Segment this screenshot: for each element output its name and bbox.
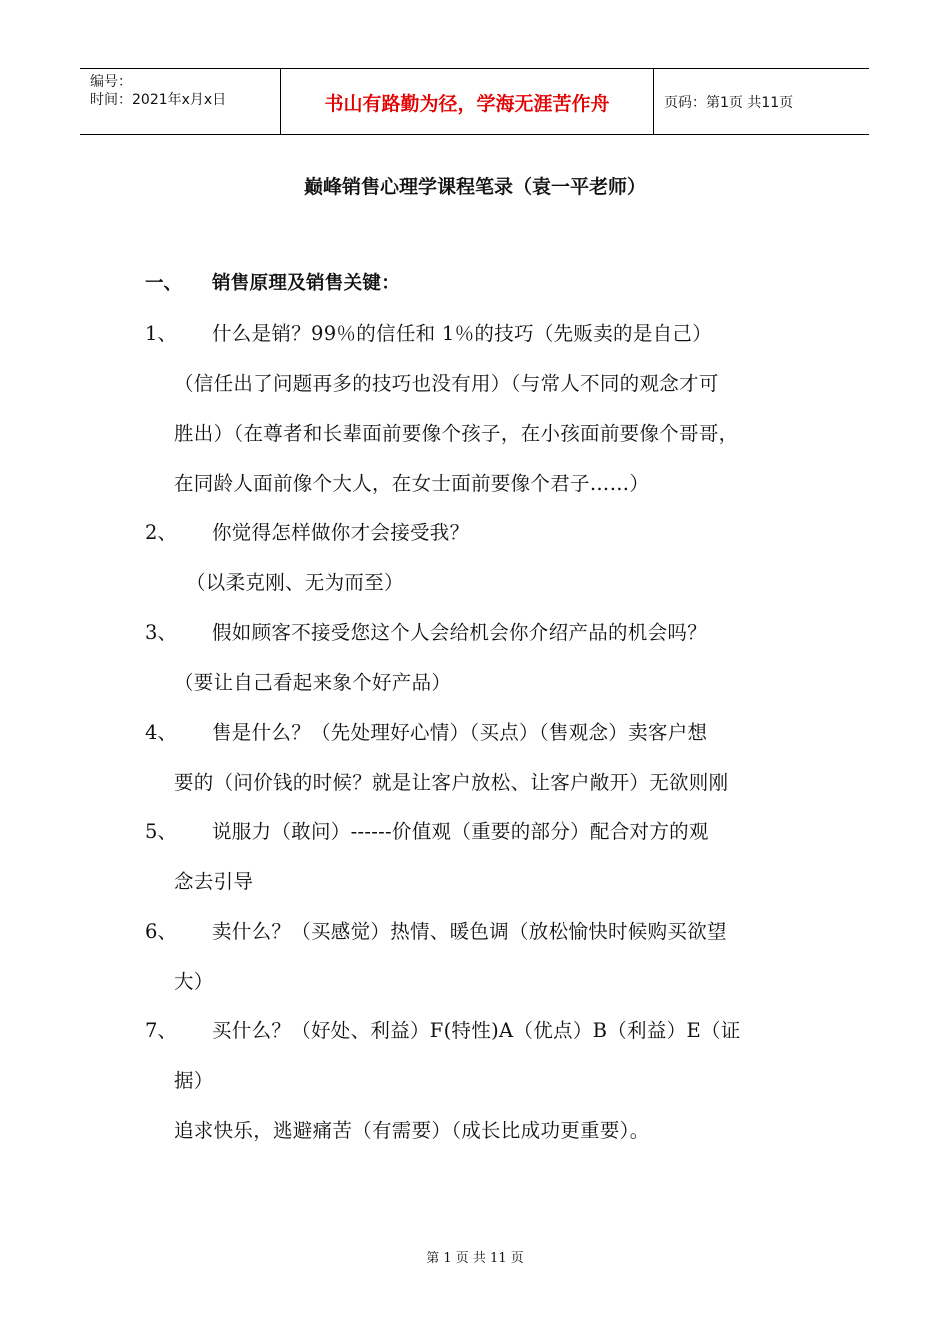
date-line: 时间：2021年x月x日 [90,92,227,108]
item-line: 假如顾客不接受您这个人会给机会你介绍产品的机会吗？ [212,621,708,644]
item-line: （以柔克刚、无为而至） [186,571,404,594]
page-footer: 第 1 页 共 11 页 [426,1251,524,1266]
item-number: 3、 [145,621,177,644]
document-title: 巅峰销售心理学课程笔录（袁一平老师） [303,176,646,198]
item-number: 1、 [145,322,177,345]
serial-label: 编号： [90,74,132,90]
item-line: 买什么？（好处、利益）F(特性)A（优点）B（利益）E（证 [212,1019,741,1042]
item-number: 5、 [145,820,177,843]
item-number: 6、 [145,920,177,943]
item-line: 追求快乐，逃避痛苦（有需要）（成长比成功更重要）。 [174,1119,650,1142]
item-line: 售是什么？（先处理好心情）（买点）（售观念）卖客户想 [212,721,708,744]
header-meta [90,73,226,109]
item-line: 要的（问价钱的时候？就是让客户放松、让客户敞开）无欲则刚 [174,771,729,794]
page-header [80,68,869,135]
item-number: 4、 [145,721,177,744]
item-line: （要让自己看起来象个好产品） [174,671,452,694]
item-line: 胜出）（在尊者和长辈面前要像个孩子，在小孩面前要像个哥哥， [174,422,739,445]
item-line: 说服力（敢问）------价值观（重要的部分）配合对方的观 [212,820,709,843]
header-motto: 书山有路勤为径，学海无涯苦作舟 [324,92,610,115]
item-line: 你觉得怎样做你才会接受我？ [212,521,470,544]
header-page-info: 页码：第1页 共11页 [664,95,794,111]
item-number: 7、 [145,1019,177,1042]
item-line: 在同龄人面前像个大人，在女士面前要像个君子……） [174,472,650,495]
header-divider [653,69,654,135]
section-number: 一、 [145,273,183,294]
item-line: 什么是销？99％的信任和 1％的技巧（先贩卖的是自己） [212,322,713,345]
item-number: 2、 [145,521,177,544]
section-heading: 销售原理及销售关键： [212,273,401,294]
item-line: 据） [174,1069,214,1092]
item-line: 大） [174,970,214,993]
item-line: （信任出了问题再多的技巧也没有用）（与常人不同的观念才可 [174,372,719,395]
item-line: 念去引导 [174,870,254,893]
item-line: 卖什么？（买感觉）热情、暖色调（放松愉快时候购买欲望 [212,920,727,943]
